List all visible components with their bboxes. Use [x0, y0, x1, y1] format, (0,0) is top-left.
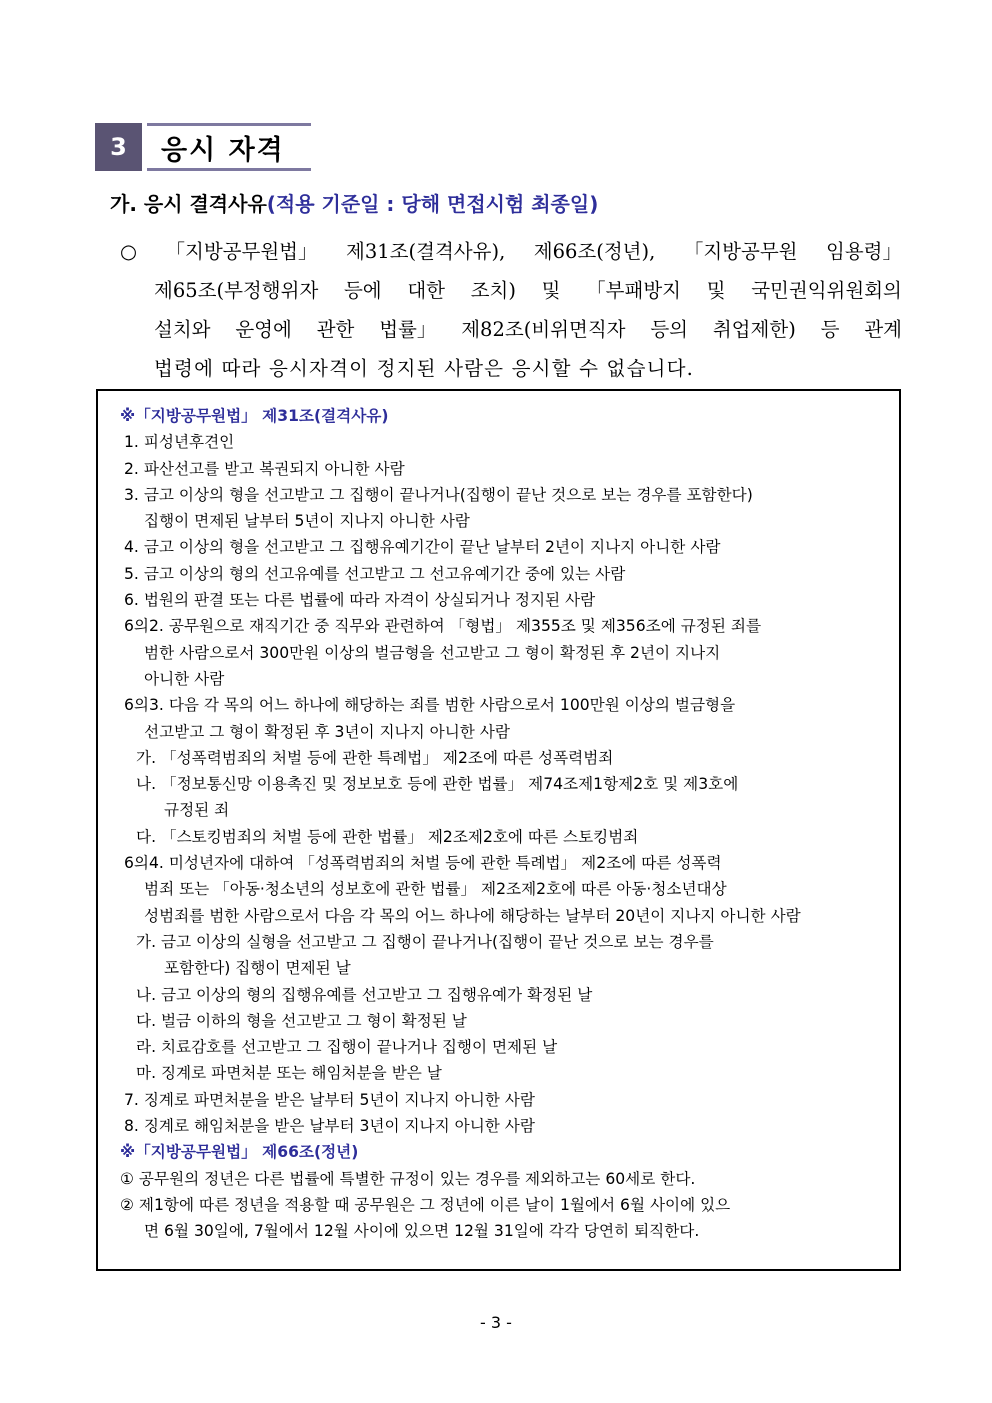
subheading-prefix: 가. 응시 결격사유: [110, 192, 267, 216]
law-clause-line: 2. 파산선고를 받고 복권되지 아니한 사람: [124, 459, 405, 478]
law-clause-line: 6의2. 공무원으로 재직기간 중 직무와 관련하여 「형법」 제355조 및 제356조에 규정된 죄를: [124, 617, 762, 636]
paragraph-word: 대한: [407, 279, 445, 302]
law-clause-line: 범한 사람으로서 300만원 이상의 벌금형을 선고받고 그 형이 확정된 후 2년이 지나지: [144, 643, 721, 662]
paragraph-word: 등: [820, 318, 840, 341]
paragraph-word: 임용령」: [825, 240, 902, 263]
section-title: 응시 자격: [161, 134, 285, 166]
law-clause-line: 8. 징계로 해임처분을 받은 날부터 3년이 지나지 아니한 사람: [124, 1117, 535, 1136]
paragraph-word: 등의: [650, 318, 689, 341]
law-clause-line: 5. 금고 이상의 형의 선고유예를 선고받고 그 선고유예기간 중에 있는 사람: [124, 564, 626, 583]
law-clause-line: 다. 벌금 이하의 형을 선고받고 그 형이 확정된 날: [136, 1011, 467, 1030]
paragraph-word: 운영에: [235, 318, 292, 341]
paragraph-word: 「지방공무원법」: [165, 240, 318, 263]
law-clause-line: 나. 금고 이상의 형의 집행유예를 선고받고 그 집행유예가 확정된 날: [136, 985, 593, 1004]
paragraph-word: 조치): [470, 279, 516, 302]
law-clause-line: 마. 징계로 파면처분 또는 해임처분을 받은 날: [136, 1064, 442, 1083]
law-clause-line: 라. 치료감호를 선고받고 그 집행이 끝나거나 집행이 면제된 날: [136, 1038, 558, 1057]
paragraph-word: 및: [706, 279, 726, 302]
law-clause-line: 규정된 죄: [164, 801, 230, 820]
paragraph-word: 「부패방지: [586, 279, 682, 302]
law-clause-line: ① 공무원의 정년은 다른 법률에 특별한 규정이 있는 경우를 제외하고는 60세로 한다.: [120, 1169, 696, 1188]
paragraph-word: 등에: [343, 279, 382, 302]
paragraph-word: 「지방공무원: [683, 240, 798, 263]
law-excerpt-lines: [98, 403, 899, 1245]
page-number: - 3 -: [480, 1313, 512, 1332]
paragraph-word: 제82조(비위면직자: [461, 318, 626, 341]
subheading-accent: (적용 기준일 : 당해 면접시험 최종일): [266, 192, 599, 216]
law-clause-line: 포함한다) 집행이 면제된 날: [164, 959, 351, 978]
law-clause-line: 면 6월 30일에, 7월에서 12월 사이에 있으면 12월 31일에 각각 당연히 퇴직한다.: [144, 1222, 700, 1241]
law-clause-line: 범죄 또는 「아동·청소년의 성보호에 관한 법률」 제2조제2호에 따른 아동·청소년대상: [144, 880, 727, 899]
paragraph-word: 관계: [864, 318, 902, 341]
law-clause-line: 4. 금고 이상의 형을 선고받고 그 집행유예기간이 끝난 날부터 2년이 지나지 아니한 사람: [124, 538, 721, 557]
law-clause-line: 6의4. 미성년자에 대하여 「성폭력범죄의 처벌 등에 관한 특례법」 제2조에 따른 성폭력: [124, 854, 722, 873]
paragraph-word: 제66조(정년),: [533, 240, 656, 263]
law-clause-line: ② 제1항에 따른 정년을 적용할 때 공무원은 그 정년에 이른 날이 1월에서 6월 사이에 있으: [120, 1195, 731, 1214]
section-number: 3: [95, 123, 142, 171]
law-clause-line: 아니한 사람: [144, 669, 225, 688]
paragraph-line-4: 법령에 따라 응시자격이 정지된 사람은 응시할 수 없습니다.: [154, 357, 695, 380]
paragraph-word: 국민권익위원회의: [751, 279, 902, 302]
paragraph-line-3: [120, 310, 902, 349]
law-clause-line: 나. 「정보통신망 이용촉진 및 정보보호 등에 관한 법률」 제74조제1항제2호 및 제3호에: [136, 775, 739, 794]
paragraph-word: 취업제한): [712, 318, 796, 341]
law-clause-line: 1. 피성년후견인: [124, 433, 235, 452]
paragraph-line-2: [120, 271, 902, 310]
paragraph-word: 및: [541, 279, 561, 302]
law-clause-line: 선고받고 그 형이 확정된 후 3년이 지나지 아니한 사람: [144, 722, 510, 741]
paragraph-word: 법률」: [379, 318, 437, 341]
paragraph-word: 관한: [316, 318, 355, 341]
law-clause-line: 성범죄를 범한 사람으로서 다음 각 목의 어느 하나에 해당하는 날부터 20년이 지나지 아니한 사람: [144, 906, 801, 925]
law-clause-line: 7. 징계로 파면처분을 받은 날부터 5년이 지나지 아니한 사람: [124, 1090, 535, 1109]
law-clause-line: 가. 금고 이상의 실형을 선고받고 그 집행이 끝나거나(집행이 끝난 것으로 보는 경우를: [136, 932, 714, 951]
paragraph-word: 설치와: [154, 318, 211, 341]
law-excerpt-box: [96, 389, 901, 1271]
law-clause-line: 6의3. 다음 각 목의 어느 하나에 해당하는 죄를 범한 사람으로서 100만원 이상의 벌금형을: [124, 696, 736, 715]
paragraph-word: 제65조(부정행위자: [154, 279, 319, 302]
subheading: [110, 188, 598, 217]
paragraph-line-1: [120, 232, 902, 271]
bullet-circle: ○: [120, 240, 138, 263]
law-clause-line: 집행이 면제된 날부터 5년이 지나지 아니한 사람: [144, 512, 470, 531]
law-clause-line: 6. 법원의 판결 또는 다른 법률에 따라 자격이 상실되거나 정지된 사람: [124, 591, 596, 610]
law-clause-line: 3. 금고 이상의 형을 선고받고 그 집행이 끝나거나(집행이 끝난 것으로 보는 경우를 포함한다): [124, 485, 753, 504]
paragraph-word: 제31조(결격사유),: [346, 240, 506, 263]
law-clause-line: 다. 「스토킹범죄의 처벌 등에 관한 법률」 제2조제2호에 따른 스토킹범죄: [136, 827, 639, 846]
law-clause-line: 가. 「성폭력범죄의 처벌 등에 관한 특례법」 제2조에 따른 성폭력범죄: [136, 748, 614, 767]
eligibility-paragraph: [120, 232, 902, 388]
law-heading: ※「지방공무원법」 제66조(정년): [120, 1143, 359, 1162]
section-title-box: [147, 123, 311, 171]
section-header: [95, 123, 311, 171]
law-heading: ※「지방공무원법」 제31조(결격사유): [120, 407, 389, 425]
